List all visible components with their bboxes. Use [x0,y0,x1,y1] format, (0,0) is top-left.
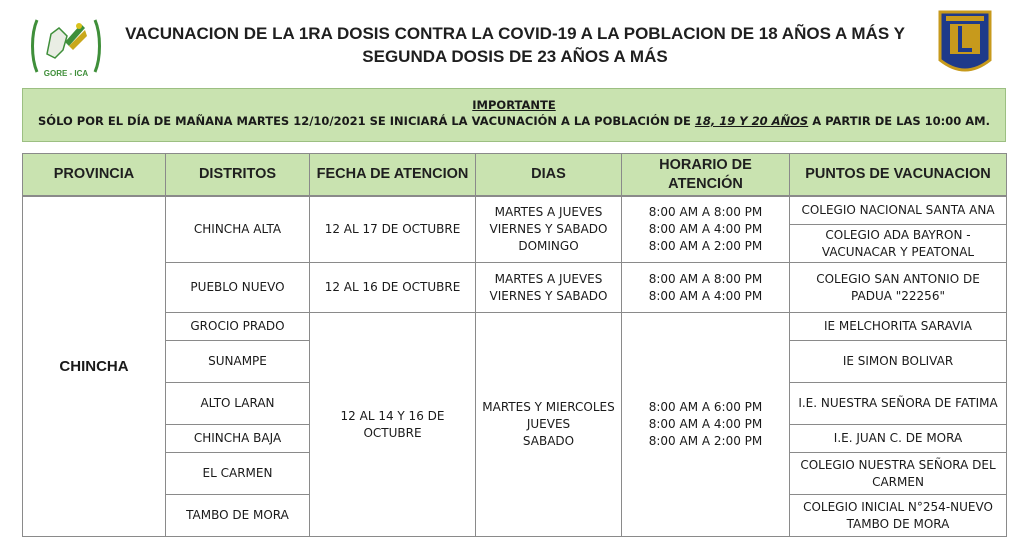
page-title [110,22,920,68]
dias-cell: MARTES Y MIERCOLES JUEVES SABADO [476,313,622,537]
distrito-cell: SUNAMPE [166,341,310,383]
distrito-cell: GROCIO PRADO [166,313,310,341]
distrito-cell: PUEBLO NUEVO [166,263,310,313]
horario-cell: 8:00 AM A 8:00 PM 8:00 AM A 4:00 PM 8:00 AM A 2:00 PM [622,197,790,263]
notice-heading: IMPORTANTE [472,98,556,112]
header-dias: DIAS [476,154,622,196]
table-row [23,313,1007,341]
provincia-cell: CHINCHA [23,197,166,537]
punto-cell: COLEGIO NUESTRA SEÑORA DEL CARMEN [790,453,1007,495]
distrito-cell: EL CARMEN [166,453,310,495]
dias-cell: MARTES A JUEVES VIERNES Y SABADO DOMINGO [476,197,622,263]
table-header-row [23,154,1007,196]
distrito-cell: CHINCHA BAJA [166,425,310,453]
notice-text: SÓLO POR EL DÍA DE MAÑANA MARTES 12/10/2021 SE INICIARÁ LA VACUNACIÓN A LA POBLACIÓN DE 18, 19 Y 20 AÑOS A PARTIR DE LAS 10:00 AM. [38,114,990,128]
distrito-cell: TAMBO DE MORA [166,495,310,537]
header-horario: HORARIO DE ATENCIÓN [622,154,790,196]
important-notice [22,88,1006,142]
punto-cell: IE MELCHORITA SARAVIA [790,313,1007,341]
table-row [23,263,1007,313]
fecha-cell: 12 AL 14 Y 16 DE OCTUBRE [310,313,476,537]
gore-ica-logo [29,14,103,80]
distrito-cell: CHINCHA ALTA [166,197,310,263]
title-line-1: VACUNACION DE LA 1RA DOSIS CONTRA LA COVID-19 A LA POBLACION DE 18 AÑOS A MÁS Y [125,24,905,43]
fecha-cell: 12 AL 17 DE OCTUBRE [310,197,476,263]
header-distritos: DISTRITOS [166,154,310,196]
horario-cell: 8:00 AM A 8:00 PM 8:00 AM A 4:00 PM [622,263,790,313]
vaccination-schedule-table [22,153,1007,537]
fecha-cell: 12 AL 16 DE OCTUBRE [310,263,476,313]
punto-cell: I.E. NUESTRA SEÑORA DE FATIMA [790,383,1007,425]
punto-cell: COLEGIO SAN ANTONIO DE PADUA "22256" [790,263,1007,313]
horario-cell: 8:00 AM A 6:00 PM 8:00 AM A 4:00 PM 8:00 AM A 2:00 PM [622,313,790,537]
logo-left-text: GORE - ICA [43,69,89,78]
punto-cell: COLEGIO NACIONAL SANTA ANA [790,197,1007,225]
emblem-logo [938,10,992,80]
notice-highlight: 18, 19 Y 20 AÑOS [694,114,809,128]
header-puntos: PUNTOS DE VACUNACION [790,154,1007,196]
header-provincia: PROVINCIA [23,154,166,196]
dias-cell: MARTES A JUEVES VIERNES Y SABADO [476,263,622,313]
table-row [23,197,1007,225]
title-line-2: SEGUNDA DOSIS DE 23 AÑOS A MÁS [362,47,668,66]
header-fecha: FECHA DE ATENCION [310,154,476,196]
punto-cell: I.E. JUAN C. DE MORA [790,425,1007,453]
punto-cell: COLEGIO ADA BAYRON - VACUNACAR Y PEATONAL [790,225,1007,263]
punto-cell: COLEGIO INICIAL N°254-NUEVO TAMBO DE MORA [790,495,1007,537]
punto-cell: IE SIMON BOLIVAR [790,341,1007,383]
distrito-cell: ALTO LARAN [166,383,310,425]
